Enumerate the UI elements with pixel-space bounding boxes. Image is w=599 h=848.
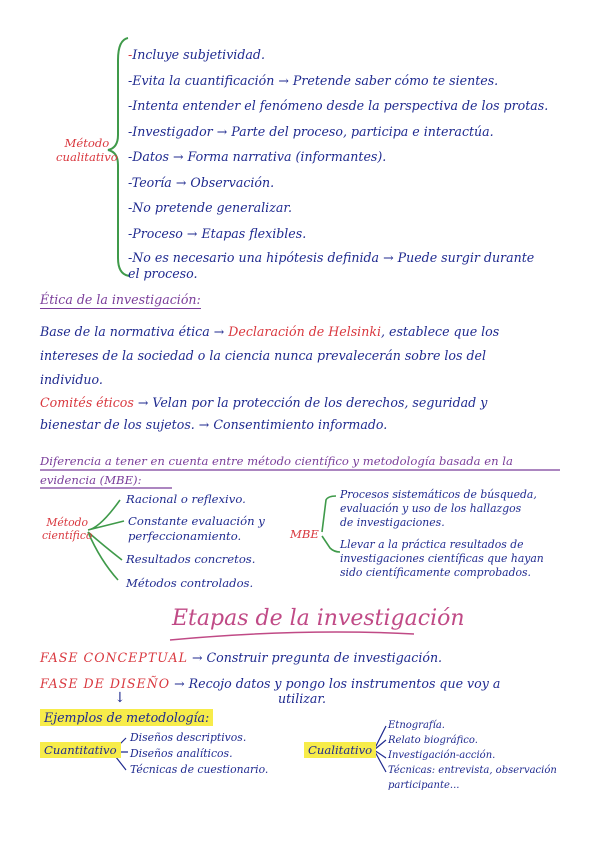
brace-metodo-cientifico <box>88 500 124 580</box>
comites-paragraph <box>40 392 487 436</box>
etica-line-2: intereses de la sociedad o la ciencia nunca prevalecerán sobre los del <box>40 348 487 363</box>
list-item: -Investigador → Parte del proceso, participa e interactúa. <box>128 123 494 139</box>
list-item: Relato biográfico. <box>388 735 478 746</box>
list-item: participante... <box>388 780 460 791</box>
arrow-down-icon: ↓ <box>114 690 126 706</box>
list-item: Métodos controlados. <box>126 576 254 590</box>
label-line: Método <box>46 516 89 529</box>
list-item: -Intenta entender el fenómeno desde la perspectiva de los protas. <box>128 98 549 113</box>
etica-line-1: Base de la normativa ética → Declaración de Helsinki, establece que los <box>40 324 500 339</box>
list-item: Llevar a la práctica resultados de <box>340 538 524 551</box>
list-item: Técnicas: entrevista, observación <box>388 765 557 776</box>
list-item: -Teoría → Observación. <box>128 174 275 190</box>
etica-paragraph <box>40 320 499 392</box>
list-item: de investigaciones. <box>340 516 445 529</box>
list-item: -Incluye subjetividad. <box>128 47 265 62</box>
list-item: -Proceso → Etapas flexibles. <box>128 225 307 241</box>
list-item: -Evita la cuantificación → Pretende saber cómo te sientes. <box>128 72 499 88</box>
etapas-title: Etapas de la investigación <box>172 606 465 631</box>
label-line: científico <box>42 529 93 542</box>
diferencia-line-1: Diferencia a tener en cuenta entre método científico y metodología basada en la <box>40 454 513 468</box>
label-metodo-cientifico <box>42 516 92 542</box>
list-item: perfeccionamiento. <box>128 529 242 543</box>
fase-diseno <box>40 676 500 706</box>
list-item: sido científicamente comprobados. <box>340 566 531 579</box>
list-item: Racional o reflexivo. <box>126 492 246 506</box>
list-item: Constante evaluación y <box>128 514 265 528</box>
list-item: -No pretende generalizar. <box>128 200 292 215</box>
list-item: evaluación y uso de los hallazgos <box>340 502 522 515</box>
label-line: Método <box>64 136 110 150</box>
comites-line-2: bienestar de los sujetos. → Consentimiento informado. <box>40 417 388 432</box>
list-item: Resultados concretos. <box>126 552 256 566</box>
fase-conceptual: FASE CONCEPTUAL → Construir pregunta de investigación. <box>40 650 443 665</box>
list-item: -No es necesario una hipótesis definida → Puede surgir durante <box>128 250 535 265</box>
fase-diseno-line-1: FASE DE DISEÑO → Recojo datos y pongo los instrumentos que voy a <box>40 676 501 691</box>
mbe-list <box>340 488 544 580</box>
list-item: Procesos sistemáticos de búsqueda, <box>340 488 537 501</box>
label-line: cualitativo <box>56 150 118 164</box>
cuantitativo-list <box>130 730 268 778</box>
cualitativo-list <box>128 42 548 282</box>
cualitativo-ejemplos-list <box>388 718 557 793</box>
brace-mbe <box>322 496 340 552</box>
list-item: Etnografía. <box>388 720 445 731</box>
list-item: Técnicas de cuestionario. <box>130 763 269 776</box>
label-mbe: MBE <box>290 527 319 541</box>
label-cualitativo: Cualitativo <box>304 743 376 757</box>
ejemplos-heading: Ejemplos de metodología: <box>40 710 213 725</box>
fase-diseno-line-2: utilizar. <box>278 691 327 706</box>
list-item: investigaciones científicas que hayan <box>340 552 544 565</box>
title-underline <box>170 632 414 640</box>
list-item: Diseños descriptivos. <box>130 731 247 744</box>
label-metodo-cualitativo <box>56 136 118 164</box>
etica-heading: Ética de la investigación: <box>40 292 201 307</box>
diferencia-heading <box>40 452 513 490</box>
list-item: el proceso. <box>128 266 198 281</box>
list-item: Diseños analíticos. <box>130 747 233 760</box>
label-cuantitativo: Cuantitativo <box>40 743 121 757</box>
etica-line-3: individuo. <box>40 372 103 387</box>
list-item: Investigación-acción. <box>388 750 496 761</box>
list-item: -Datos → Forma narrativa (informantes). <box>128 149 387 164</box>
comites-line-1: Comités éticos → Velan por la protección de los derechos, seguridad y <box>40 395 488 410</box>
diferencia-line-2: evidencia (MBE): <box>40 473 142 487</box>
